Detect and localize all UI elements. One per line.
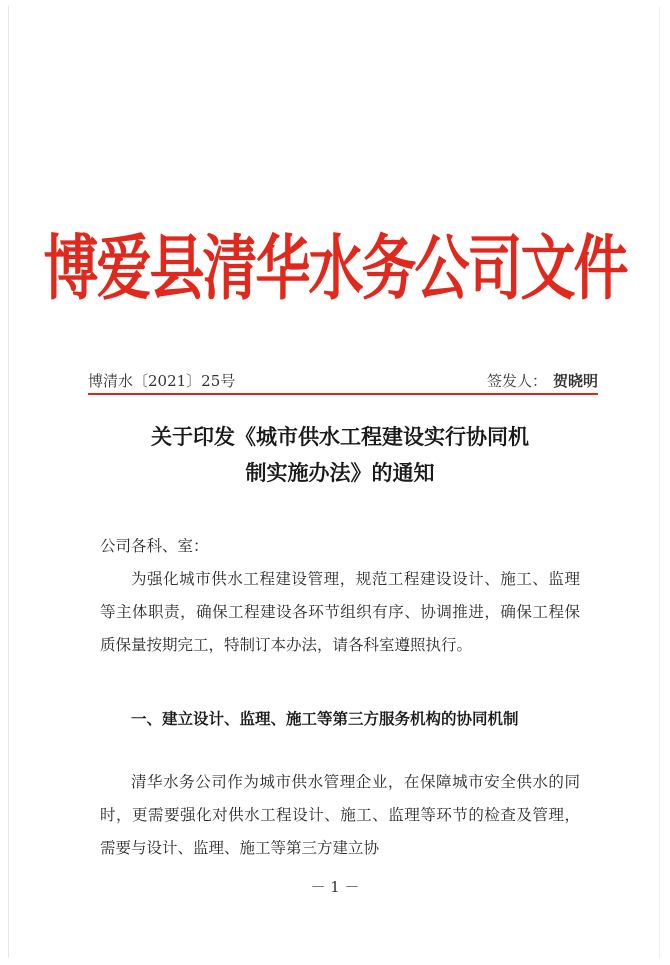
document-title <box>80 419 600 491</box>
red-divider-line <box>88 393 598 395</box>
title-line-2: 制实施办法》的通知 <box>245 460 435 485</box>
document-number: 博清水〔2021〕25号 <box>88 372 236 390</box>
signer <box>487 370 598 391</box>
section-heading: 一、建立设计、监理、施工等第三方服务机构的协同机制 <box>131 709 519 728</box>
salutation: 公司各科、室： <box>100 537 209 555</box>
signer-name: 贺晓明 <box>552 372 598 390</box>
document-masthead: 博爱县清华水务公司文件 <box>43 225 627 310</box>
title-line-1: 关于印发《城市供水工程建设实行协同机 <box>151 424 529 449</box>
body-paragraph: 为强化城市供水工程建设管理，规范工程建设设计、施工、监理等主体职责，确保工程建设各环节组织有序、协调推进，确保工程保质保量按期完工，特制订本办法，请各科室遵照执行。 <box>100 570 580 654</box>
document-meta-line <box>88 370 598 394</box>
page-number: － 1 － <box>310 878 360 896</box>
signer-label: 签发人： <box>486 372 547 390</box>
body-paragraph: 清华水务公司作为城市供水管理企业，在保障城市安全供水的同时，更需要强化对供水工程设计、施工、监理等环节的检查及管理，需要与设计、监理、施工等第三方建立协 <box>100 773 580 857</box>
